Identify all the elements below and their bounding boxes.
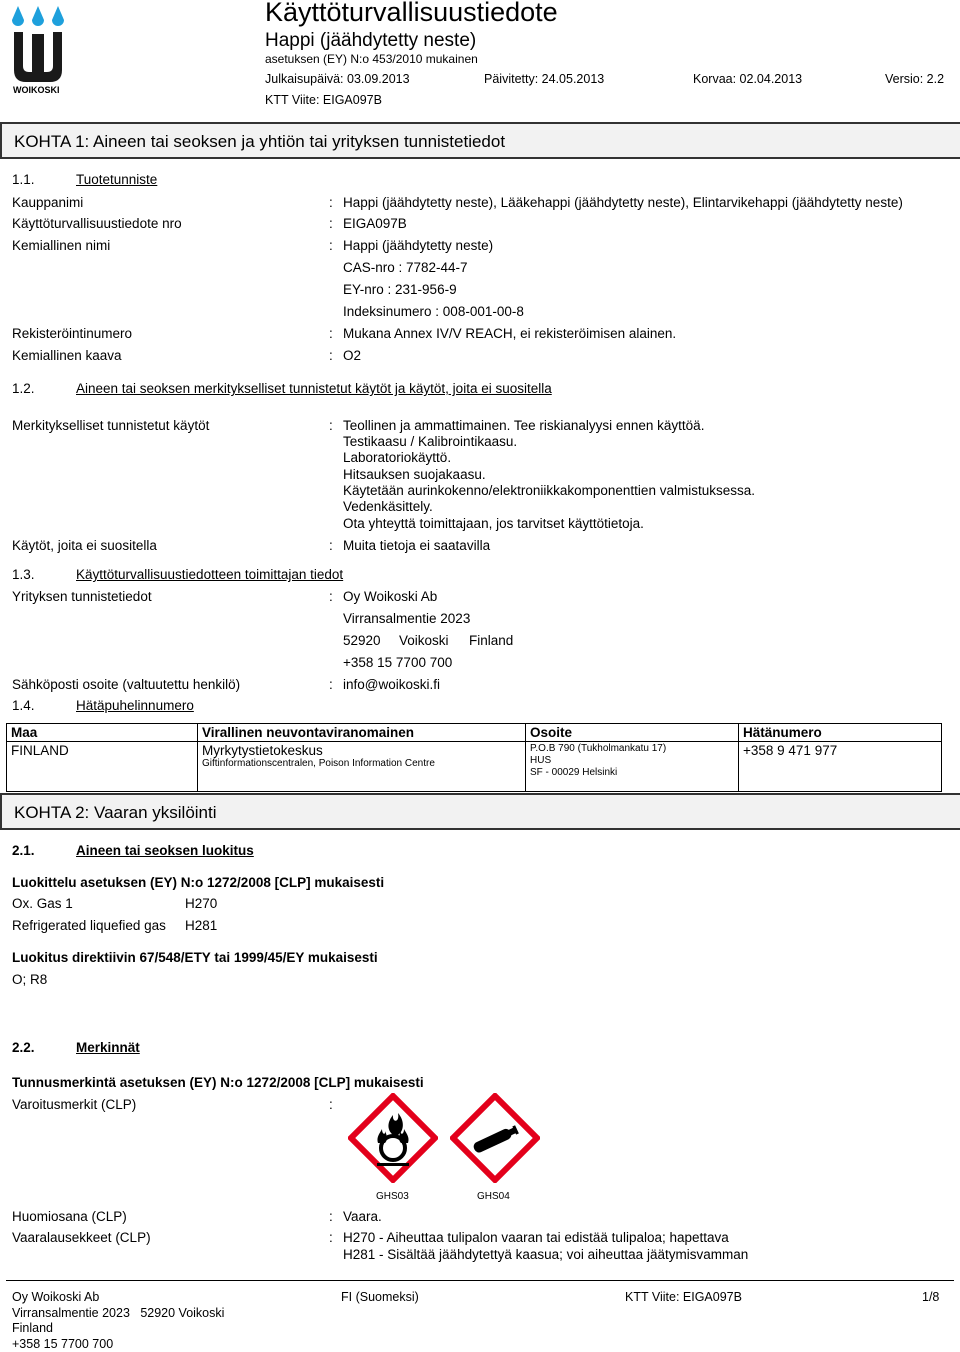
- section-2-banner: [0, 793, 960, 830]
- s11-title: Tuotetunniste: [76, 172, 158, 187]
- use-item: Vedenkäsittely.: [343, 499, 433, 514]
- not-recommended-label: Käytöt, joita ei suositella: [12, 538, 157, 553]
- colon: :: [329, 677, 333, 692]
- registration-label: Rekisteröintinumero: [12, 326, 133, 341]
- colon: :: [329, 418, 333, 433]
- colon: :: [329, 1097, 333, 1112]
- clp-class: Ox. Gas 1: [12, 896, 73, 911]
- emergency-table: [6, 723, 942, 792]
- logo-text: WOIKOSKI: [13, 85, 60, 95]
- company-phone: +358 15 7700 700: [343, 655, 453, 670]
- company-logo: [12, 4, 64, 96]
- company-label: Yrityksen tunnistetiedot: [12, 589, 152, 604]
- sds-number-value: EIGA097B: [343, 216, 407, 231]
- page-number: 1/8: [922, 1290, 940, 1304]
- company-name: Oy Woikoski Ab: [343, 589, 438, 604]
- version: Versio: 2.2: [885, 72, 945, 86]
- regulation-text: asetuksen (EY) N:o 453/2010 mukainen: [265, 52, 478, 66]
- s22-title: Merkinnät: [76, 1040, 140, 1055]
- colon: :: [329, 1209, 333, 1224]
- hazard-statement: H281 - Sisältää jäähdytettyä kaasua; voi aiheuttaa jäätymisvamman: [343, 1247, 749, 1262]
- footer-reference: KTT Viite: EIGA097B: [625, 1290, 742, 1304]
- footer-company: Oy Woikoski Ab: [12, 1290, 100, 1304]
- footer-language: FI (Suomeksi): [341, 1290, 419, 1304]
- cell-country: FINLAND: [7, 742, 198, 792]
- use-item: Laboratoriokäyttö.: [343, 450, 452, 465]
- s14-title: Hätäpuhelinnumero: [76, 698, 194, 713]
- s12-title: Aineen tai seoksen merkitykselliset tunnistetut käytöt ja käytöt, joita ei suositella: [76, 381, 552, 396]
- use-item: Testikaasu / Kalibrointikaasu.: [343, 434, 518, 449]
- sds-number-label: Käyttöturvallisuustiedote nro: [12, 216, 182, 231]
- product-name: Happi (jäähdytetty neste): [265, 30, 477, 51]
- use-item: Ota yhteyttä toimittajaan, jos tarvitset käyttötietoja.: [343, 516, 644, 531]
- gas-cylinder-icon: [450, 1093, 540, 1183]
- pictogram-label: Varoitusmerkit (CLP): [12, 1097, 137, 1112]
- section-1-title: KOHTA 1: Aineen tai seoksen ja yhtiön tai yrityksen tunnistetiedot: [14, 132, 506, 151]
- company-street: Virransalmentie 2023: [343, 611, 471, 626]
- colon: :: [329, 538, 333, 553]
- footer-divider: [6, 1280, 954, 1281]
- directive-value: O; R8: [12, 972, 48, 987]
- clp-class: Refrigerated liquefied gas: [12, 918, 166, 933]
- use-item: Käytetään aurinkokenno/elektroniikkakomponenttien valmistuksessa.: [343, 483, 755, 498]
- cell-emergency: +358 9 471 977: [739, 742, 942, 792]
- s13-number: 1.3.: [12, 567, 35, 582]
- s21-title: Aineen tai seoksen luokitus: [76, 843, 254, 858]
- directive-heading: Luokitus direktiivin 67/548/ETY tai 1999/45/EY mukaisesti: [12, 950, 378, 965]
- chemical-name-label: Kemiallinen nimi: [12, 238, 111, 253]
- ghs04-label: GHS04: [477, 1191, 510, 1202]
- company-postal: 52920: [343, 633, 381, 648]
- use-item: Teollinen ja ammattimainen. Tee riskianalyysi ennen käyttöä.: [343, 418, 705, 433]
- formula-label: Kemiallinen kaava: [12, 348, 122, 363]
- s22-number: 2.2.: [12, 1040, 35, 1055]
- header-emergency: Hätänumero: [739, 724, 942, 742]
- trade-name-value: Happi (jäähdytetty neste), Lääkehappi (jäähdytetty neste), Elintarvikehappi (jäähdytetty neste): [343, 195, 903, 210]
- formula-value: O2: [343, 348, 362, 363]
- s21-number: 2.1.: [12, 843, 35, 858]
- colon: :: [329, 1230, 333, 1245]
- registration-value: Mukana Annex IV/V REACH, ei rekisteröimisen alainen.: [343, 326, 677, 341]
- s12-number: 1.2.: [12, 381, 35, 396]
- trade-name-label: Kauppanimi: [12, 195, 84, 210]
- not-recommended-value: Muita tietoja ei saatavilla: [343, 538, 491, 553]
- s14-number: 1.4.: [12, 698, 35, 713]
- address-line: P.O.B 790 (Tukholmankatu 17): [530, 743, 667, 754]
- hazard-statements-label: Vaaralausekkeet (CLP): [12, 1230, 151, 1245]
- cell-authority: [198, 742, 526, 792]
- address-line: HUS: [530, 755, 552, 766]
- colon: :: [329, 589, 333, 604]
- section-1-banner: [0, 122, 960, 159]
- cell-address: [526, 742, 739, 792]
- published-date: Julkaisupäivä: 03.09.2013: [265, 72, 410, 86]
- footer-address: Virransalmentie 2023 52920 Voikoski: [12, 1306, 225, 1320]
- ghs03-label: GHS03: [376, 1191, 409, 1202]
- index-number: Indeksinumero : 008-001-00-8: [343, 304, 524, 319]
- uses-label: Merkitykselliset tunnistetut käytöt: [12, 418, 210, 433]
- table-header-row: [7, 724, 942, 742]
- section-2-title: KOHTA 2: Vaaran yksilöinti: [14, 803, 217, 822]
- email-value[interactable]: info@woikoski.fi: [343, 677, 440, 692]
- company-country: Finland: [469, 633, 514, 648]
- clp-code: H270: [185, 896, 218, 911]
- company-city: Voikoski: [399, 633, 449, 648]
- colon: :: [329, 238, 333, 253]
- flame-over-circle-icon: [348, 1093, 438, 1183]
- authority-sub: Giftinformationscentralen, Poison Information Centre: [202, 758, 435, 769]
- signal-word-value: Vaara.: [343, 1209, 382, 1224]
- authority-name: Myrkytystietokeskus: [202, 743, 323, 758]
- document-title: Käyttöturvallisuustiedote: [265, 0, 558, 27]
- clp-heading: Luokittelu asetuksen (EY) N:o 1272/2008 [CLP] mukaisesti: [12, 875, 385, 890]
- header-authority: Virallinen neuvontaviranomainen: [198, 724, 526, 742]
- replaces-date: Korvaa: 02.04.2013: [693, 72, 803, 86]
- hazard-statement: H270 - Aiheuttaa tulipalon vaaran tai edistää tulipaloa; hapettava: [343, 1230, 729, 1245]
- header-address: Osoite: [526, 724, 739, 742]
- colon: :: [329, 326, 333, 341]
- cas-number: CAS-nro : 7782-44-7: [343, 260, 468, 275]
- header-country: Maa: [7, 724, 198, 742]
- footer-country: Finland: [12, 1321, 53, 1335]
- clp-code: H281: [185, 918, 218, 933]
- label-heading: Tunnusmerkintä asetuksen (EY) N:o 1272/2008 [CLP] mukaisesti: [12, 1075, 424, 1090]
- signal-word-label: Huomiosana (CLP): [12, 1209, 127, 1224]
- footer-phone: +358 15 7700 700: [12, 1337, 114, 1351]
- colon: :: [329, 195, 333, 210]
- updated-date: Päivitetty: 24.05.2013: [484, 72, 605, 86]
- ey-number: EY-nro : 231-956-9: [343, 282, 457, 297]
- chemical-name-value: Happi (jäähdytetty neste): [343, 238, 494, 253]
- use-item: Hitsauksen suojakaasu.: [343, 467, 486, 482]
- colon: :: [329, 216, 333, 231]
- address-line: SF - 00029 Helsinki: [530, 767, 618, 778]
- s11-number: 1.1.: [12, 172, 35, 187]
- table-row: [7, 742, 942, 792]
- email-label: Sähköposti osoite (valtuutettu henkilö): [12, 677, 241, 692]
- s13-title: Käyttöturvallisuustiedotteen toimittajan tiedot: [76, 567, 344, 582]
- colon: :: [329, 348, 333, 363]
- reference: KTT Viite: EIGA097B: [265, 93, 382, 107]
